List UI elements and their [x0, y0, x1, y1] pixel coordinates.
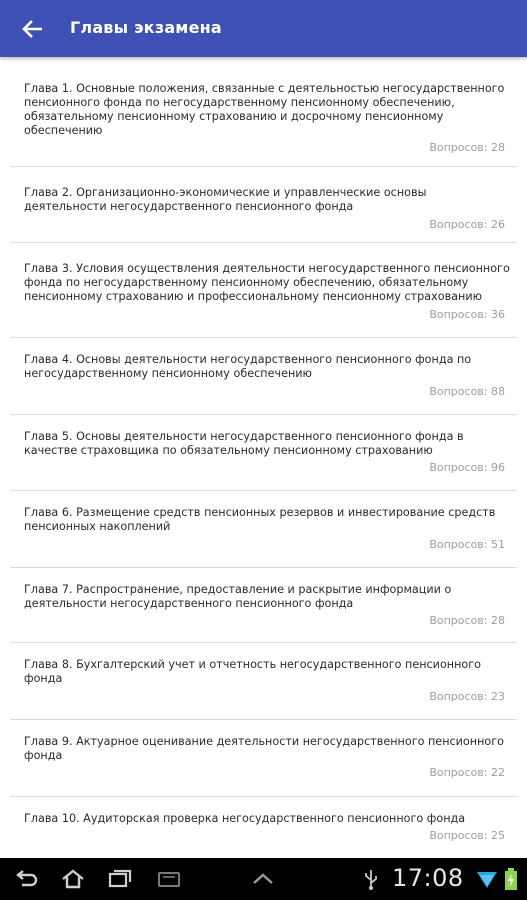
chapter-title: Глава 2. Организационно-экономические и управленческие основы деятельности негосударственного пенсионного фонда — [24, 186, 427, 213]
chapter-list[interactable] — [0, 57, 527, 858]
chapter-item[interactable] — [10, 167, 517, 243]
question-count: Вопросов: 28 — [429, 141, 505, 154]
chapter-item[interactable] — [10, 720, 517, 797]
chapter-title: Глава 5. Основы деятельности негосударственного пенсионного фонда в качестве страховщика по обязательному пенсионному страхованию — [24, 430, 464, 457]
chapter-item[interactable] — [10, 338, 517, 415]
wifi-icon — [476, 867, 498, 891]
chapter-item[interactable] — [10, 415, 517, 491]
up-chevron-icon[interactable] — [250, 867, 276, 891]
chapter-title: Глава 6. Размещение средств пенсионных резервов и инвестирование средств пенсионных накоплений — [24, 506, 496, 533]
chapter-title: Глава 9. Актуарное оценивание деятельности негосударственного пенсионного фонда — [24, 735, 504, 762]
back-icon[interactable] — [14, 867, 40, 891]
chapter-title: Глава 4. Основы деятельности негосударственного пенсионного фонда по негосударственному пенсионному обеспечению — [24, 353, 472, 380]
question-count: Вопросов: 88 — [429, 385, 505, 398]
question-count: Вопросов: 96 — [429, 461, 505, 474]
chapter-item[interactable] — [10, 243, 517, 338]
chapter-item[interactable] — [10, 643, 517, 720]
page-title: Главы экзамена — [70, 18, 222, 37]
arrow-back-icon — [22, 20, 42, 38]
status-clock: 17:08 — [392, 864, 464, 892]
app-bar — [0, 0, 527, 57]
chapter-item[interactable] — [10, 568, 517, 643]
chapter-item[interactable] — [10, 57, 517, 167]
question-count: Вопросов: 51 — [429, 538, 505, 551]
question-count: Вопросов: 28 — [429, 614, 505, 627]
battery-icon — [503, 867, 519, 891]
question-count: Вопросов: 23 — [429, 690, 505, 703]
screenshot-icon[interactable] — [156, 867, 182, 891]
recent-apps-icon[interactable] — [107, 867, 133, 891]
usb-icon — [362, 867, 380, 891]
back-button[interactable] — [14, 11, 50, 47]
chapter-title: Глава 10. Аудиторская проверка негосударственного пенсионного фонда — [24, 812, 466, 825]
chapter-item[interactable] — [10, 797, 517, 858]
question-count: Вопросов: 36 — [429, 308, 505, 321]
chapter-title: Глава 8. Бухгалтерский учет и отчетность негосударственного пенсионного фонда — [24, 658, 481, 685]
home-icon[interactable] — [60, 867, 86, 891]
chapter-title: Глава 7. Распространение, предоставление и раскрытие информации о деятельности негосударственного пенсионного фонда — [24, 583, 452, 610]
system-nav-bar — [0, 858, 527, 900]
question-count: Вопросов: 22 — [429, 766, 505, 779]
chapter-title: Глава 3. Условия осуществления деятельности негосударственного пенсионного фонда по негосударственному пенсионному обеспечению, обязательному пенсионному страхованию и профессиональному пенсионному страхованию — [24, 262, 510, 303]
chapter-title: Глава 1. Основные положения, связанные с деятельностью негосударственного пенсионного фонда по негосударственному пенсионному обеспечению, обязательному пенсионному страхованию и досрочному пенсионному обеспечению — [24, 82, 505, 137]
question-count: Вопросов: 26 — [429, 218, 505, 231]
question-count: Вопросов: 25 — [429, 829, 505, 842]
chapter-item[interactable] — [10, 491, 517, 568]
